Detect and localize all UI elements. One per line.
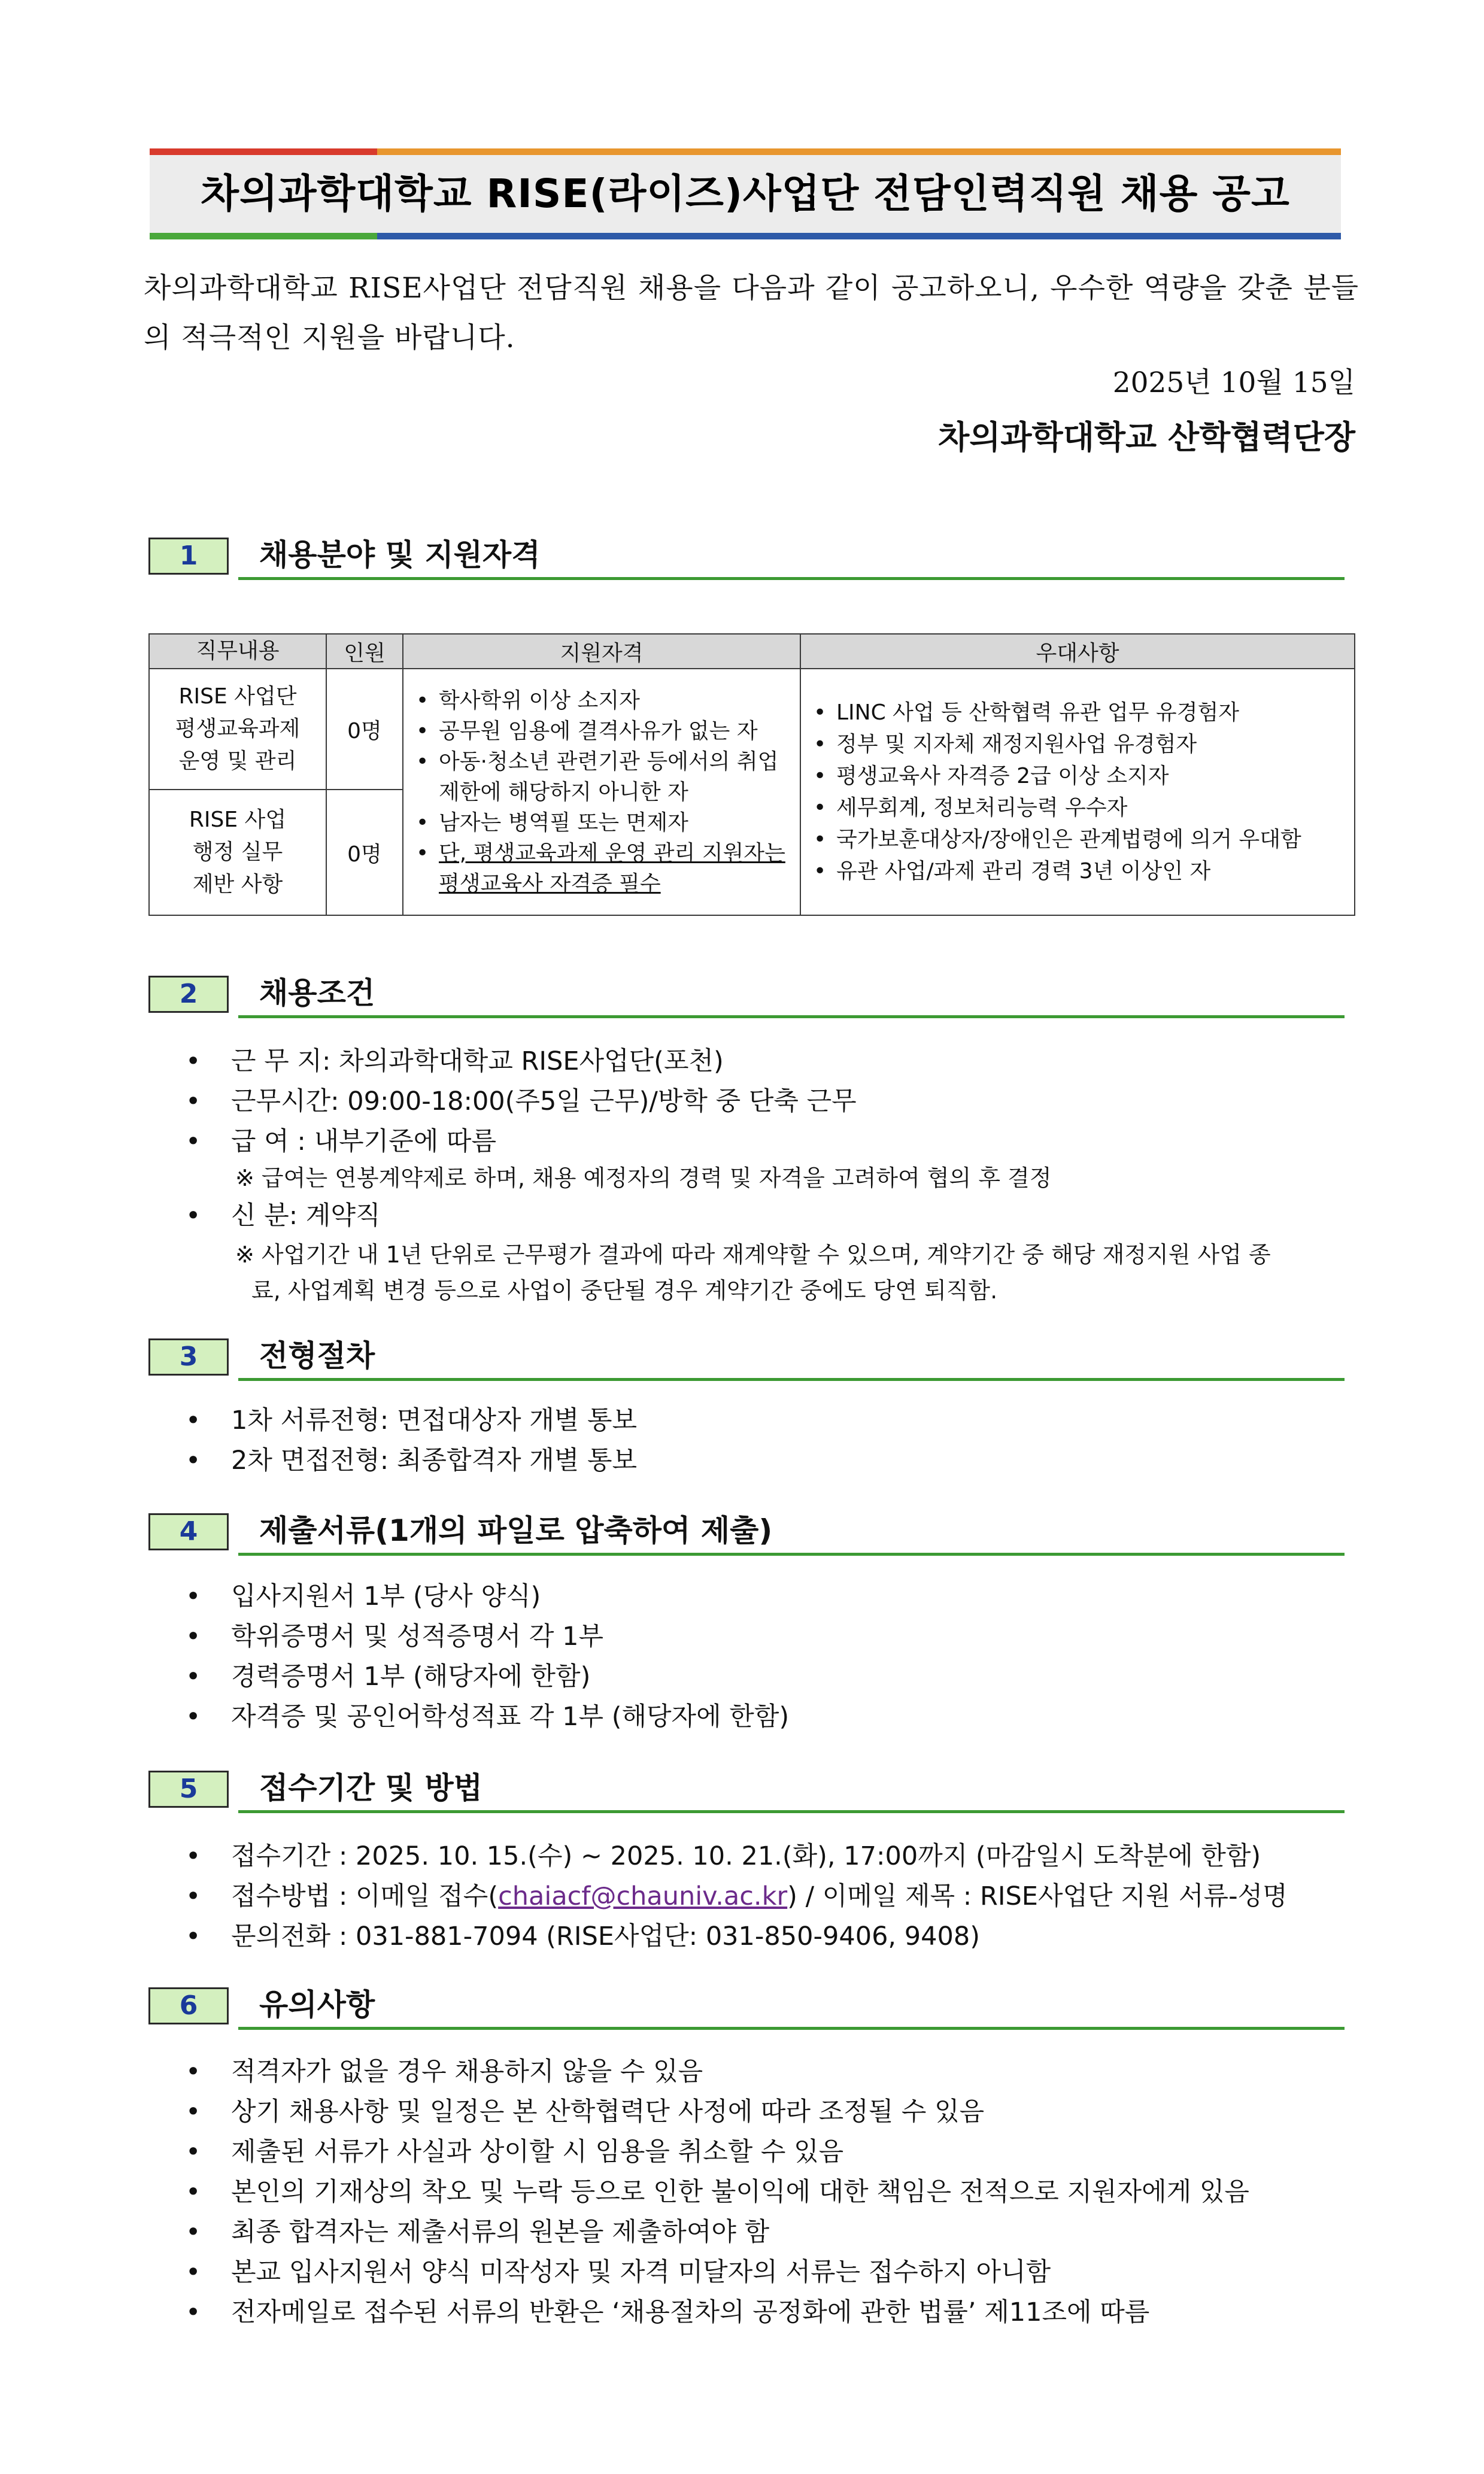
section-number: 4 bbox=[148, 1513, 229, 1550]
list-item: • 정부 및 지자체 재정지원사업 유경험자 bbox=[814, 728, 1353, 760]
section-title: 채용분야 및 지원자격 bbox=[259, 538, 541, 572]
conditions-list-b bbox=[186, 1196, 381, 1236]
section-header-6 bbox=[148, 1987, 1345, 2030]
list-item: • 본교 입사지원서 양식 미작성자 및 자격 미달자의 서류는 접수하지 아니함 bbox=[186, 2253, 1249, 2293]
list-item: • 근 무 지: 차의과학대학교 RISE사업단(포천) bbox=[186, 1042, 857, 1082]
qualifications-cell bbox=[403, 669, 800, 915]
list-item: • 단, 평생교육과제 운영 관리 지원자는 평생교육사 자격증 필수 bbox=[416, 838, 799, 899]
section-header-4 bbox=[148, 1513, 1345, 1556]
title-top-bar-orange bbox=[377, 148, 1341, 155]
section-underline bbox=[238, 1810, 1345, 1813]
job-line: 행정 실무 bbox=[192, 840, 283, 864]
list-item: • 1차 서류전형: 면접대상자 개별 통보 bbox=[186, 1401, 637, 1441]
section-header-5 bbox=[148, 1771, 1345, 1814]
status-note-line-2: 료, 사업계획 변경 등으로 사업이 중단될 경우 계약기간 중에도 당연 퇴직함. bbox=[251, 1277, 998, 1304]
section-underline bbox=[238, 2027, 1345, 2030]
section-number: 6 bbox=[148, 1987, 229, 2024]
intro-paragraph: 차의과학대학교 RISE사업단 전담직원 채용을 다음과 같이 공고하오니, 우수한 역량을 갖춘 분들의 적극적인 지원을 바랍니다. bbox=[144, 272, 1359, 354]
job-cell bbox=[149, 669, 326, 790]
list-item: • 공무원 임용에 결격사유가 없는 자 bbox=[416, 716, 799, 746]
list-item: • 세무회계, 정보처리능력 우수자 bbox=[814, 792, 1353, 824]
list-item: • 전자메일로 접수된 서류의 반환은 ‘채용절차의 공정화에 관한 법률’ 제11조에 따름 bbox=[186, 2293, 1249, 2333]
title-top-bar-red bbox=[150, 148, 377, 155]
job-line: 평생교육과제 bbox=[175, 717, 301, 741]
list-item: • 제출된 서류가 사실과 상이할 시 임용을 취소할 수 있음 bbox=[186, 2132, 1249, 2172]
list-item: • 평생교육사 자격증 2급 이상 소지자 bbox=[814, 760, 1353, 792]
table-header: 인원 bbox=[326, 634, 403, 669]
table-header: 우대사항 bbox=[800, 634, 1355, 669]
process-list bbox=[186, 1401, 637, 1481]
salary-note: ※ 급여는 연봉계약제로 하며, 채용 예정자의 경력 및 자격을 고려하여 협의 후 결정 bbox=[235, 1165, 1052, 1191]
signer: 차의과학대학교 산학협력단장 bbox=[938, 418, 1355, 456]
section-title: 제출서류(1개의 파일로 압축하여 제출) bbox=[259, 1513, 773, 1548]
job-line: RISE 사업 bbox=[189, 808, 287, 832]
list-item: • 국가보훈대상자/장애인은 관계법령에 의거 우대함 bbox=[814, 824, 1353, 855]
email-link[interactable]: chaiacf@chauniv.ac.kr bbox=[498, 1881, 788, 1911]
method-suffix: ) / 이메일 제목 : RISE사업단 지원 서류-성명 bbox=[787, 1881, 1288, 1911]
list-item: • 남자는 병역필 또는 면제자 bbox=[416, 808, 799, 838]
method-prefix: 접수방법 : 이메일 접수( bbox=[231, 1881, 499, 1911]
title-bottom-bar-blue bbox=[377, 233, 1341, 239]
count-cell: 0명 bbox=[326, 790, 403, 915]
notices-list bbox=[186, 2052, 1249, 2333]
section-header-1 bbox=[148, 538, 1345, 581]
list-item: • 접수기간 : 2025. 10. 15.(수) ~ 2025. 10. 21.(화), 17:00까지 (마감일시 도착분에 한함) bbox=[186, 1836, 1288, 1877]
list-item: • 적격자가 없을 경우 채용하지 않을 수 있음 bbox=[186, 2052, 1249, 2092]
table-row bbox=[149, 669, 1355, 790]
section-header-3 bbox=[148, 1338, 1345, 1382]
section-underline bbox=[238, 1015, 1345, 1018]
list-item: • 급 여 : 내부기준에 따름 bbox=[186, 1122, 857, 1162]
section-title: 전형절차 bbox=[259, 1338, 375, 1373]
section-title: 채용조건 bbox=[259, 976, 375, 1010]
table-header: 지원자격 bbox=[403, 634, 800, 669]
section-title: 유의사항 bbox=[259, 1987, 375, 2022]
section-underline bbox=[238, 1553, 1345, 1556]
job-table bbox=[148, 633, 1355, 916]
section-number: 3 bbox=[148, 1338, 229, 1376]
count-cell: 0명 bbox=[326, 669, 403, 790]
job-line: 운영 및 관리 bbox=[178, 749, 297, 773]
list-item: • 입사지원서 1부 (당사 양식) bbox=[186, 1577, 789, 1617]
job-cell bbox=[149, 790, 326, 915]
reception-list bbox=[186, 1836, 1288, 1957]
section-number: 1 bbox=[148, 538, 229, 575]
list-item-method bbox=[186, 1877, 1288, 1917]
section-title: 접수기간 및 방법 bbox=[259, 1771, 482, 1805]
title-banner bbox=[150, 148, 1341, 239]
list-item: • LINC 사업 등 산학협력 유관 업무 유경험자 bbox=[814, 697, 1353, 728]
job-line: RISE 사업단 bbox=[178, 684, 297, 709]
section-number: 5 bbox=[148, 1771, 229, 1808]
list-item: • 유관 사업/과제 관리 경력 3년 이상인 자 bbox=[814, 855, 1353, 887]
section-header-2 bbox=[148, 976, 1345, 1019]
list-item: • 학사학위 이상 소지자 bbox=[416, 685, 799, 716]
list-item: • 본인의 기재상의 착오 및 누락 등으로 인한 불이익에 대한 책임은 전적으로 지원자에게 있음 bbox=[186, 2172, 1249, 2212]
table-header-row bbox=[149, 634, 1355, 669]
list-item: • 아동·청소년 관련기관 등에서의 취업제한에 해당하지 아니한 자 bbox=[416, 746, 799, 808]
job-line: 제반 사항 bbox=[192, 872, 283, 897]
qualifications-list bbox=[404, 685, 799, 899]
page-title: 차의과학대학교 RISE(라이즈)사업단 전담인력직원 채용 공고 bbox=[201, 171, 1290, 217]
status-note-line-1: ※ 사업기간 내 1년 단위로 근무평가 결과에 따라 재계약할 수 있으며, 계약기간 중 해당 재정지원 사업 종 bbox=[235, 1241, 1271, 1268]
section-number: 2 bbox=[148, 976, 229, 1013]
list-item: • 경력증명서 1부 (해당자에 한함) bbox=[186, 1657, 789, 1697]
list-item: • 2차 면접전형: 최종합격자 개별 통보 bbox=[186, 1441, 637, 1481]
preferences-list bbox=[802, 697, 1353, 887]
conditions-list-a bbox=[186, 1042, 857, 1162]
list-item: • 학위증명서 및 성적증명서 각 1부 bbox=[186, 1617, 789, 1657]
list-item: • 상기 채용사항 및 일정은 본 산학협력단 사정에 따라 조정될 수 있음 bbox=[186, 2092, 1249, 2132]
documents-list bbox=[186, 1577, 789, 1737]
list-item: • 최종 합격자는 제출서류의 원본을 제출하여야 함 bbox=[186, 2212, 1249, 2253]
list-item: • 자격증 및 공인어학성적표 각 1부 (해당자에 한함) bbox=[186, 1697, 789, 1737]
preferences-cell bbox=[800, 669, 1355, 915]
title-bottom-bar-green bbox=[150, 233, 377, 239]
section-underline bbox=[238, 577, 1345, 580]
list-item: • 신 분: 계약직 bbox=[186, 1196, 381, 1236]
table-header: 직무내용 bbox=[149, 634, 326, 669]
list-item: • 근무시간: 09:00-18:00(주5일 근무)/방학 중 단축 근무 bbox=[186, 1082, 857, 1122]
notice-date: 2025년 10월 15일 bbox=[1112, 366, 1355, 399]
list-item: • 문의전화 : 031-881-7094 (RISE사업단: 031-850-9406, 9408) bbox=[186, 1917, 1288, 1957]
section-underline bbox=[238, 1378, 1345, 1381]
